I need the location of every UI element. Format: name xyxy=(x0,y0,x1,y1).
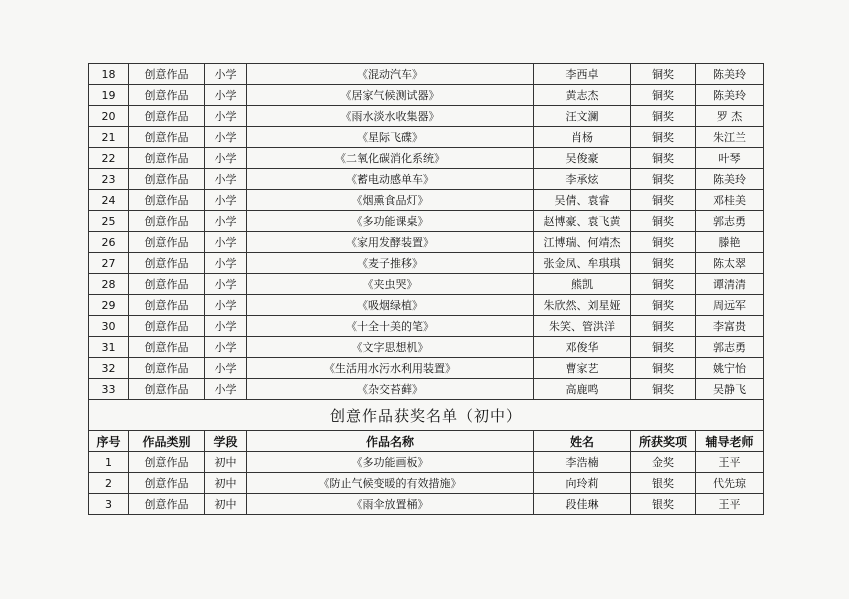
cell-name: 江博瑞、何靖杰 xyxy=(534,232,631,253)
cell-teacher: 李富贵 xyxy=(696,316,764,337)
cell-no: 27 xyxy=(89,253,129,274)
middle-rows xyxy=(89,452,764,515)
cell-award: 银奖 xyxy=(631,494,696,515)
cell-work: 《吸烟绿植》 xyxy=(247,295,534,316)
cell-teacher: 王平 xyxy=(696,452,764,473)
header-award: 所获奖项 xyxy=(631,431,696,452)
table-row xyxy=(89,232,764,253)
table-row xyxy=(89,190,764,211)
cell-work: 《多功能课桌》 xyxy=(247,211,534,232)
cell-award: 铜奖 xyxy=(631,316,696,337)
cell-award: 铜奖 xyxy=(631,148,696,169)
cell-work: 《二氧化碳消化系统》 xyxy=(247,148,534,169)
cell-work: 《家用发酵装置》 xyxy=(247,232,534,253)
cell-name: 张金凤、牟琪琪 xyxy=(534,253,631,274)
cell-award: 铜奖 xyxy=(631,169,696,190)
cell-work: 《麦子推移》 xyxy=(247,253,534,274)
header-name: 姓名 xyxy=(534,431,631,452)
cell-level: 小学 xyxy=(205,295,247,316)
cell-no: 21 xyxy=(89,127,129,148)
cell-award: 银奖 xyxy=(631,473,696,494)
cell-teacher: 罗 杰 xyxy=(696,106,764,127)
cell-award: 铜奖 xyxy=(631,190,696,211)
cell-teacher: 陈太翠 xyxy=(696,253,764,274)
table-row xyxy=(89,452,764,473)
cell-no: 18 xyxy=(89,64,129,85)
cell-name: 邓俊华 xyxy=(534,337,631,358)
header-level: 学段 xyxy=(205,431,247,452)
cell-name: 曹家艺 xyxy=(534,358,631,379)
cell-award: 铜奖 xyxy=(631,232,696,253)
cell-name: 汪文澜 xyxy=(534,106,631,127)
cell-award: 铜奖 xyxy=(631,211,696,232)
cell-category: 创意作品 xyxy=(129,473,205,494)
cell-work: 《杂交苔藓》 xyxy=(247,379,534,400)
table-row xyxy=(89,253,764,274)
table-row xyxy=(89,127,764,148)
table-row xyxy=(89,316,764,337)
cell-award: 铜奖 xyxy=(631,379,696,400)
cell-no: 26 xyxy=(89,232,129,253)
cell-name: 吴倩、袁睿 xyxy=(534,190,631,211)
cell-category: 创意作品 xyxy=(129,64,205,85)
cell-work: 《雨水淡水收集器》 xyxy=(247,106,534,127)
cell-category: 创意作品 xyxy=(129,106,205,127)
table-row xyxy=(89,169,764,190)
cell-category: 创意作品 xyxy=(129,169,205,190)
cell-name: 李浩楠 xyxy=(534,452,631,473)
cell-teacher: 王平 xyxy=(696,494,764,515)
header-work: 作品名称 xyxy=(247,431,534,452)
cell-category: 创意作品 xyxy=(129,253,205,274)
cell-category: 创意作品 xyxy=(129,358,205,379)
cell-work: 《雨伞放置桶》 xyxy=(247,494,534,515)
table-row xyxy=(89,106,764,127)
cell-work: 《夹虫哭》 xyxy=(247,274,534,295)
cell-teacher: 叶琴 xyxy=(696,148,764,169)
table-row xyxy=(89,64,764,85)
cell-no: 31 xyxy=(89,337,129,358)
table-row xyxy=(89,295,764,316)
table-row xyxy=(89,85,764,106)
cell-category: 创意作品 xyxy=(129,337,205,358)
cell-category: 创意作品 xyxy=(129,274,205,295)
cell-name: 赵博豪、袁飞黄 xyxy=(534,211,631,232)
cell-level: 初中 xyxy=(205,452,247,473)
cell-level: 小学 xyxy=(205,190,247,211)
cell-no: 30 xyxy=(89,316,129,337)
cell-work: 《烟熏食品灯》 xyxy=(247,190,534,211)
cell-no: 22 xyxy=(89,148,129,169)
cell-award: 铜奖 xyxy=(631,274,696,295)
cell-teacher: 姚宁怡 xyxy=(696,358,764,379)
cell-award: 铜奖 xyxy=(631,127,696,148)
cell-name: 向玲莉 xyxy=(534,473,631,494)
cell-no: 29 xyxy=(89,295,129,316)
cell-category: 创意作品 xyxy=(129,494,205,515)
cell-award: 铜奖 xyxy=(631,64,696,85)
cell-award: 铜奖 xyxy=(631,85,696,106)
awards-table xyxy=(88,63,764,515)
table-row xyxy=(89,211,764,232)
cell-award: 金奖 xyxy=(631,452,696,473)
table-row xyxy=(89,473,764,494)
cell-level: 小学 xyxy=(205,148,247,169)
cell-level: 小学 xyxy=(205,127,247,148)
cell-work: 《防止气候变暖的有效措施》 xyxy=(247,473,534,494)
cell-work: 《文字思想机》 xyxy=(247,337,534,358)
cell-level: 小学 xyxy=(205,316,247,337)
cell-name: 熊凯 xyxy=(534,274,631,295)
cell-name: 吴俊豪 xyxy=(534,148,631,169)
cell-award: 铜奖 xyxy=(631,337,696,358)
cell-category: 创意作品 xyxy=(129,148,205,169)
cell-level: 小学 xyxy=(205,379,247,400)
cell-award: 铜奖 xyxy=(631,358,696,379)
cell-level: 小学 xyxy=(205,106,247,127)
cell-level: 初中 xyxy=(205,473,247,494)
cell-award: 铜奖 xyxy=(631,253,696,274)
cell-level: 小学 xyxy=(205,232,247,253)
cell-category: 创意作品 xyxy=(129,127,205,148)
cell-level: 小学 xyxy=(205,274,247,295)
cell-name: 黄志杰 xyxy=(534,85,631,106)
cell-name: 李西卓 xyxy=(534,64,631,85)
cell-no: 23 xyxy=(89,169,129,190)
cell-work: 《混动汽车》 xyxy=(247,64,534,85)
cell-teacher: 郭志勇 xyxy=(696,211,764,232)
cell-no: 2 xyxy=(89,473,129,494)
cell-work: 《生活用水污水利用装置》 xyxy=(247,358,534,379)
cell-category: 创意作品 xyxy=(129,190,205,211)
cell-award: 铜奖 xyxy=(631,106,696,127)
cell-no: 28 xyxy=(89,274,129,295)
cell-level: 初中 xyxy=(205,494,247,515)
cell-work: 《星际飞碟》 xyxy=(247,127,534,148)
cell-name: 肖杨 xyxy=(534,127,631,148)
cell-teacher: 陈美玲 xyxy=(696,64,764,85)
table-row xyxy=(89,494,764,515)
cell-category: 创意作品 xyxy=(129,85,205,106)
cell-teacher: 滕艳 xyxy=(696,232,764,253)
cell-category: 创意作品 xyxy=(129,295,205,316)
cell-work: 《十全十美的笔》 xyxy=(247,316,534,337)
cell-level: 小学 xyxy=(205,169,247,190)
cell-category: 创意作品 xyxy=(129,211,205,232)
cell-level: 小学 xyxy=(205,211,247,232)
cell-teacher: 代先琼 xyxy=(696,473,764,494)
cell-level: 小学 xyxy=(205,337,247,358)
cell-no: 24 xyxy=(89,190,129,211)
table-row xyxy=(89,274,764,295)
cell-work: 《多功能画板》 xyxy=(247,452,534,473)
cell-teacher: 周远军 xyxy=(696,295,764,316)
cell-no: 33 xyxy=(89,379,129,400)
cell-teacher: 陈美玲 xyxy=(696,85,764,106)
cell-category: 创意作品 xyxy=(129,379,205,400)
cell-level: 小学 xyxy=(205,64,247,85)
cell-level: 小学 xyxy=(205,85,247,106)
cell-name: 朱笑、管洪洋 xyxy=(534,316,631,337)
section-title: 创意作品获奖名单（初中） xyxy=(89,400,764,431)
cell-level: 小学 xyxy=(205,253,247,274)
cell-name: 段佳琳 xyxy=(534,494,631,515)
cell-teacher: 陈美玲 xyxy=(696,169,764,190)
cell-work: 《蓄电动感单车》 xyxy=(247,169,534,190)
cell-category: 创意作品 xyxy=(129,316,205,337)
cell-award: 铜奖 xyxy=(631,295,696,316)
cell-teacher: 吴静飞 xyxy=(696,379,764,400)
header-row xyxy=(89,431,764,452)
cell-name: 高鹿鸣 xyxy=(534,379,631,400)
table-row xyxy=(89,379,764,400)
primary-rows xyxy=(89,64,764,400)
cell-no: 19 xyxy=(89,85,129,106)
section-title-row xyxy=(89,400,764,431)
cell-teacher: 朱江兰 xyxy=(696,127,764,148)
cell-no: 32 xyxy=(89,358,129,379)
table-row xyxy=(89,358,764,379)
cell-no: 3 xyxy=(89,494,129,515)
cell-category: 创意作品 xyxy=(129,232,205,253)
cell-teacher: 邓桂美 xyxy=(696,190,764,211)
table-row xyxy=(89,148,764,169)
cell-name: 朱欣然、刘星娅 xyxy=(534,295,631,316)
cell-no: 25 xyxy=(89,211,129,232)
cell-work: 《居家气候测试器》 xyxy=(247,85,534,106)
table-row xyxy=(89,337,764,358)
cell-level: 小学 xyxy=(205,358,247,379)
cell-teacher: 谭清清 xyxy=(696,274,764,295)
header-teacher: 辅导老师 xyxy=(696,431,764,452)
cell-no: 20 xyxy=(89,106,129,127)
cell-name: 李承炫 xyxy=(534,169,631,190)
cell-no: 1 xyxy=(89,452,129,473)
header-category: 作品类别 xyxy=(129,431,205,452)
cell-teacher: 郭志勇 xyxy=(696,337,764,358)
header-no: 序号 xyxy=(89,431,129,452)
cell-category: 创意作品 xyxy=(129,452,205,473)
